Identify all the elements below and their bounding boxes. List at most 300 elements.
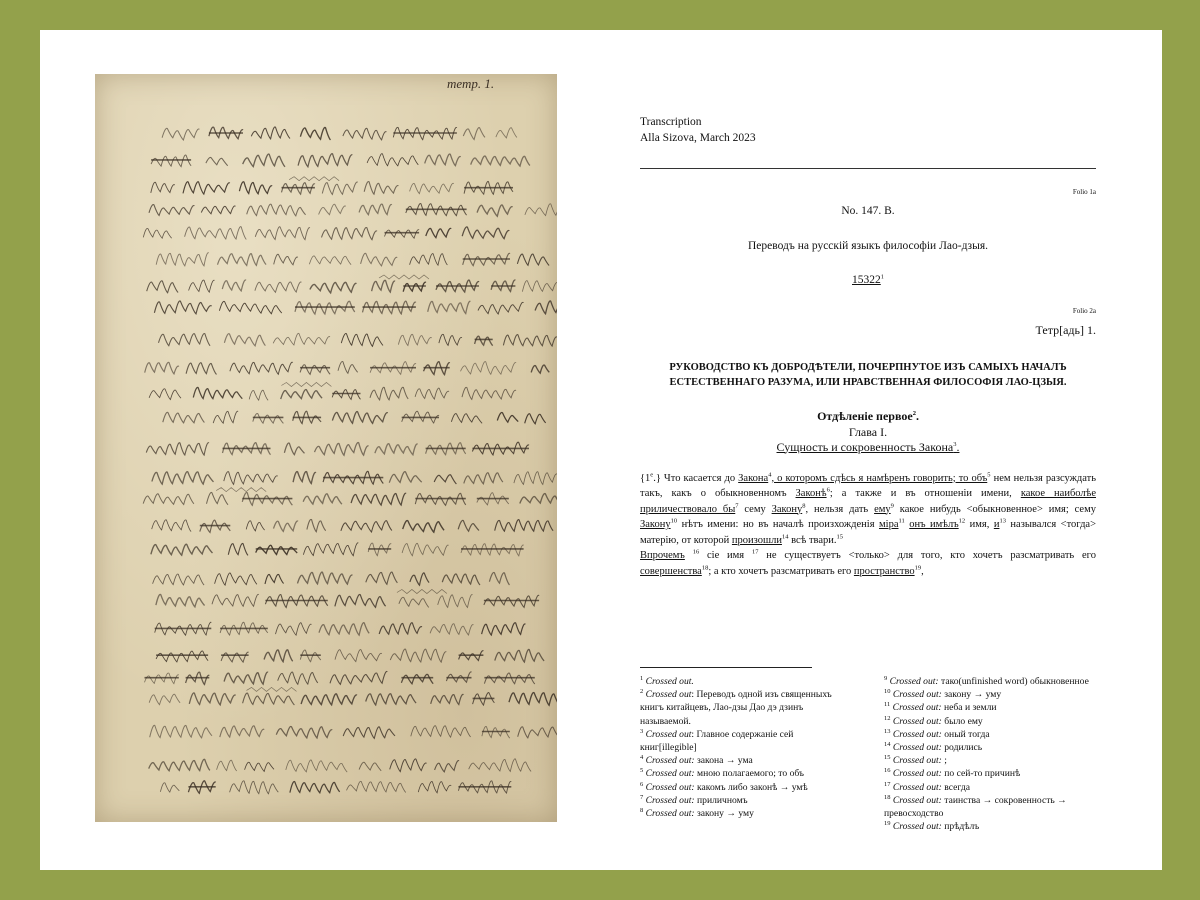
handwriting-word	[151, 182, 175, 193]
handwriting-word	[273, 333, 330, 345]
handwriting-word	[461, 362, 517, 375]
transcription-header-title: Transcription	[640, 116, 702, 128]
footnote-item	[884, 767, 1096, 780]
body-text-segment: пространство	[853, 565, 915, 577]
handwriting-word	[298, 154, 352, 167]
footnote-ref: 18	[701, 564, 709, 572]
notebook-label: Тетр[адь] 1.	[1035, 322, 1096, 337]
handwriting-word	[399, 597, 429, 607]
manuscript-image	[95, 74, 557, 822]
handwriting-word	[477, 205, 512, 216]
handwriting-word	[247, 204, 306, 216]
handwriting-line	[147, 275, 557, 293]
handwriting-word	[343, 727, 395, 739]
footnote-number: 18	[884, 793, 891, 801]
handwriting-word	[375, 444, 418, 455]
handwriting-word	[410, 573, 429, 585]
handwriting-line	[149, 687, 557, 705]
footnote-number: 6	[640, 780, 644, 788]
handwriting-word	[389, 472, 421, 483]
footnote-text: тако(unfinished word) обыкновенное	[938, 676, 1089, 687]
handwriting-word	[434, 475, 456, 484]
footnote-label: Crossed out:	[892, 689, 942, 701]
handwriting-word	[206, 157, 228, 165]
handwriting-line	[150, 725, 557, 738]
interlinear-correction	[281, 383, 331, 387]
footnote-ref: 19	[914, 564, 922, 572]
transcription-page	[640, 114, 1097, 833]
handwriting-word	[230, 781, 279, 794]
interlinear-correction	[397, 590, 447, 594]
footnote-text: закону → уму	[941, 689, 1002, 701]
catalog-number: 15322	[852, 273, 881, 286]
footnote-ref: 14	[781, 533, 789, 541]
handwriting-word	[230, 362, 293, 374]
handwriting-word	[265, 574, 284, 584]
footnote-item	[640, 688, 852, 728]
footnote-item	[640, 767, 852, 780]
body-text-segment: Закона	[738, 472, 769, 484]
footnote-ref: 17	[751, 548, 759, 556]
handwriting-word	[156, 594, 205, 606]
handwriting-word	[379, 623, 422, 634]
handwriting-word	[497, 412, 518, 422]
handwriting-word	[293, 472, 316, 484]
handwriting-line	[151, 177, 513, 195]
handwriting-line	[145, 361, 550, 374]
transcription-body	[640, 471, 1096, 580]
handwriting-word	[290, 782, 340, 793]
body-text-segment: ; а кто хочетъ разсматривать его	[708, 565, 854, 577]
catalog-number-footnote-ref: 1	[880, 273, 884, 281]
handwriting-word	[149, 759, 210, 770]
footnote-text: неба и земли	[941, 702, 997, 714]
footnote-number: 17	[884, 780, 891, 788]
handwriting-word	[243, 154, 285, 167]
footnote-ref: 10	[670, 517, 678, 525]
handwriting-word	[143, 494, 194, 505]
handwriting-word	[503, 335, 557, 346]
footnote-label: Crossed out:	[892, 702, 942, 714]
footnote-number: 3	[640, 727, 644, 735]
footnote-text: приличномъ	[694, 794, 748, 806]
footnote-item	[640, 728, 852, 754]
handwriting-line	[156, 590, 539, 608]
handwriting-word	[215, 573, 257, 585]
footnote-ref: 8	[802, 502, 806, 510]
footnote-text: было ему	[941, 715, 983, 727]
handwriting-word	[484, 595, 539, 607]
body-text-segment: , нельзя дать	[805, 503, 875, 515]
footnote-label: Crossed out	[645, 689, 692, 701]
footnote-label: Crossed out:	[892, 755, 942, 767]
footnote-text: закона → ума	[694, 755, 753, 767]
handwriting-word	[221, 652, 249, 662]
handwriting-word	[156, 253, 209, 266]
handwriting-word	[351, 493, 406, 505]
footnote-item	[884, 701, 1096, 714]
body-paragraph-1	[640, 471, 1096, 549]
handwriting-word	[256, 545, 298, 554]
handwriting-word	[335, 650, 382, 662]
body-text-segment: онъ имѣлъ	[909, 519, 959, 531]
footnote-number: 12	[884, 714, 891, 722]
document-number: No. 147. B.	[841, 204, 895, 217]
footnote-ref: 13	[999, 517, 1006, 525]
handwriting-word	[224, 334, 265, 346]
handwriting-word	[255, 282, 302, 292]
handwriting-word	[189, 280, 215, 292]
footnote-label: Crossed out:	[892, 728, 942, 740]
handwriting-line	[151, 543, 524, 556]
handwriting-word	[307, 519, 326, 531]
footnote-item	[884, 741, 1096, 754]
handwriting-word	[418, 781, 451, 792]
handwriting-word	[222, 280, 246, 291]
handwriting-word	[162, 128, 199, 140]
handwriting-line	[154, 301, 557, 314]
handwriting-word	[359, 762, 381, 771]
handwriting-word	[149, 389, 181, 400]
body-text-segment: мiра	[879, 519, 899, 531]
footnote-number: 9	[884, 674, 888, 682]
chapter-subject-text: Сущность и сокровенность Закона	[776, 439, 954, 454]
chapter-subject: Сущность и сокровенность Закона$^3$.	[776, 439, 960, 454]
body-text-segment: какое нибудь <обыкновенное> имя; сему	[893, 503, 1096, 515]
handwriting-word	[462, 387, 516, 399]
handwriting-word	[475, 336, 493, 345]
handwriting-word	[496, 128, 517, 138]
handwriting-word	[403, 521, 444, 533]
handwriting-word	[224, 672, 268, 684]
handwriting-word	[401, 674, 433, 683]
handwriting-word	[300, 365, 330, 375]
handwriting-word	[489, 572, 509, 584]
handwriting-line	[160, 781, 511, 794]
footnote-text: какомъ либо законѣ → умѣ	[694, 781, 808, 793]
body-text-segment: Законѣ	[795, 488, 827, 500]
body-text-segment: , о которомъ сдѣсь я намѣренъ говорить; то объ	[771, 472, 988, 484]
handwriting-line	[153, 572, 510, 585]
handwriting-word	[154, 301, 211, 314]
body-text-segment: Впрочемъ	[640, 550, 685, 562]
handwriting-word	[281, 390, 322, 400]
handwriting-word	[246, 521, 264, 531]
body-text-segment: {1	[640, 472, 651, 484]
handwriting-word	[464, 473, 503, 484]
footnote-text: оный тогда	[941, 728, 990, 740]
body-text-segment: сiе имя	[699, 550, 752, 562]
handwriting-line	[145, 671, 535, 684]
handwriting-word	[367, 154, 418, 166]
handwriting-word	[495, 649, 544, 662]
manuscript-handwriting	[95, 74, 557, 822]
handwriting-word	[145, 362, 179, 374]
handwriting-line	[149, 383, 516, 401]
handwriting-word	[276, 623, 312, 635]
footnote-number: 11	[884, 701, 891, 709]
footnote-item	[884, 820, 1096, 833]
handwriting-word	[402, 543, 448, 555]
handwriting-word	[531, 365, 549, 373]
body-text-segment: ему	[874, 503, 891, 515]
body-text-segment: нѣтъ имени: но въ началѣ произхожденiя	[677, 519, 880, 531]
footnote-label: Crossed out:	[645, 755, 695, 767]
footnote-label: Crossed out:	[892, 768, 942, 780]
footnote-label: Crossed out:	[645, 794, 695, 806]
footnote-text: прѣдѣлъ	[941, 821, 980, 833]
body-text-segment: .} Что касается до	[653, 472, 739, 484]
handwriting-word	[213, 411, 238, 423]
footnotes-right-column	[884, 675, 1096, 833]
section-heading: Отдѣленiе первое$^2$.	[817, 409, 919, 424]
transcription-header-author: Alla Sizova, March 2023	[640, 132, 756, 144]
handwriting-word	[300, 127, 330, 139]
footnote-ref: 7	[735, 502, 739, 510]
body-text-segment: Закону	[771, 503, 803, 515]
handwriting-word	[398, 334, 431, 345]
handwriting-word	[431, 694, 464, 704]
handwriting-line	[163, 411, 546, 424]
footnote-number: 5	[640, 767, 644, 775]
handwriting-word	[410, 183, 454, 193]
footnote-number: 15	[884, 754, 891, 762]
footnote-label: Crossed out:	[892, 821, 942, 833]
handwriting-word	[160, 783, 179, 792]
handwriting-word	[332, 390, 360, 400]
handwriting-word	[219, 301, 281, 314]
footnote-label: Crossed out.	[645, 676, 694, 687]
handwriting-word	[264, 650, 293, 662]
handwriting-word	[370, 387, 408, 400]
interlinear-correction	[247, 687, 297, 691]
handwriting-word	[253, 413, 284, 423]
handwriting-word	[390, 649, 446, 662]
footnote-item	[640, 781, 852, 794]
handwriting-word	[425, 154, 461, 166]
footnote-item	[640, 794, 852, 807]
handwriting-word	[298, 572, 353, 584]
footnote-text: закону → уму	[694, 808, 754, 820]
handwriting-word	[366, 572, 398, 584]
footnote-ref: 15	[836, 533, 844, 541]
handwriting-word	[330, 671, 387, 684]
footnote-item	[884, 754, 1096, 767]
body-text-segment: произошли	[731, 534, 782, 546]
handwriting-word	[207, 492, 229, 504]
interlinear-correction	[216, 488, 266, 492]
handwriting-word	[469, 759, 531, 772]
body-text-segment: нем нельзя разсуждать такъ, какъ о обыкновенномъ	[640, 472, 1096, 500]
handwriting-word	[442, 574, 480, 585]
handwriting-line	[152, 471, 557, 484]
body-text-segment: назывался <тогда> матерiю, от которой	[640, 519, 1097, 546]
handwriting-word	[149, 694, 180, 704]
handwriting-word	[509, 693, 557, 706]
handwriting-word	[341, 521, 392, 532]
footnote-number: 4	[640, 754, 644, 762]
handwriting-word	[201, 206, 235, 214]
footnote-number: 10	[884, 688, 891, 696]
footnote-item	[884, 781, 1096, 794]
handwriting-word	[147, 281, 178, 293]
handwriting-word	[522, 281, 557, 293]
handwriting-word	[451, 414, 482, 424]
handwriting-word	[274, 521, 299, 531]
handwriting-word	[319, 623, 369, 636]
body-paragraph-2	[640, 548, 1096, 579]
handwriting-word	[315, 443, 369, 456]
handwriting-word	[338, 361, 358, 373]
handwriting-word	[435, 761, 459, 772]
body-text-segment: Закону	[640, 519, 671, 531]
handwriting-line	[156, 253, 549, 266]
handwriting-word	[193, 387, 242, 398]
handwriting-word	[403, 282, 426, 292]
body-text-segment: сему	[738, 503, 772, 515]
footnote-number: 1	[640, 674, 644, 682]
handwriting-word	[303, 543, 358, 556]
handwriting-word	[212, 594, 259, 606]
footnotes	[640, 675, 1096, 833]
handwriting-word	[458, 520, 479, 531]
footnote-item	[884, 794, 1096, 820]
footnote-number: 19	[884, 820, 891, 828]
handwriting-word	[520, 492, 557, 504]
handwriting-word	[150, 725, 212, 738]
handwriting-word	[525, 204, 557, 216]
handwriting-word	[220, 726, 264, 737]
interlinear-correction	[379, 275, 429, 279]
body-text-segment	[685, 550, 693, 561]
handwriting-word	[514, 472, 557, 485]
handwriting-word	[303, 494, 342, 504]
handwriting-word	[426, 228, 451, 237]
handwriting-word	[347, 781, 406, 792]
handwriting-word	[495, 520, 553, 532]
footnote-ref: 4	[768, 471, 772, 479]
handwriting-word	[463, 128, 485, 140]
handwriting-word	[319, 204, 346, 214]
footnote-number: 8	[640, 806, 644, 814]
footnote-text: всегда	[941, 781, 970, 793]
handwriting-word	[366, 694, 416, 705]
handwriting-word	[183, 182, 230, 194]
body-text-segment: ,	[921, 565, 924, 577]
handwriting-line	[143, 488, 557, 506]
handwriting-word	[430, 624, 473, 635]
handwriting-word	[284, 443, 304, 455]
handwriting-word	[411, 726, 471, 737]
handwriting-word	[251, 127, 290, 139]
handwriting-word	[335, 595, 386, 608]
handwriting-word	[385, 230, 420, 239]
handwriting-line	[143, 227, 509, 240]
footnote-ref: 9	[890, 502, 894, 510]
manuscript-corner-note: тетр. 1.	[447, 76, 495, 91]
footnote-label: Crossed out:	[892, 781, 942, 793]
handwriting-word	[228, 543, 248, 555]
handwriting-word	[343, 128, 387, 140]
main-title-line-2: ЕСТЕСТВЕННАГО РАЗУМА, ИЛИ НРАВСТВЕННАЯ ФИЛОСОФIЯ ЛАО-ЦЗЫЯ.	[669, 377, 1067, 389]
handwriting-word	[471, 156, 530, 166]
handwriting-word	[364, 182, 398, 195]
footnotes-left-column	[640, 675, 852, 833]
handwriting-word	[518, 727, 557, 738]
handwriting-word	[151, 155, 191, 167]
handwriting-word	[517, 254, 549, 265]
handwriting-word	[372, 280, 395, 292]
handwriting-word	[255, 227, 310, 240]
handwriting-word	[309, 256, 351, 265]
footnote-text: родились	[941, 742, 983, 754]
handwriting-line	[162, 127, 517, 140]
handwriting-word	[286, 760, 347, 772]
handwriting-word	[478, 302, 524, 314]
handwriting-word	[146, 443, 209, 455]
handwriting-word	[274, 254, 298, 264]
folio-marker-2: Folio 2a	[1072, 307, 1096, 316]
footnote-label: Crossed out:	[645, 768, 695, 780]
handwriting-word	[278, 672, 318, 684]
handwriting-word	[217, 760, 237, 771]
footnote-number: 16	[884, 767, 891, 775]
handwriting-word	[163, 412, 205, 423]
main-title-line-1: РУКОВОДСТВО КЪ ДОБРОДѢТЕЛИ, ПОЧЕРПНУТОЕ ИЗЪ САМЫХЪ НАЧАЛЪ	[669, 362, 1067, 374]
handwriting-word	[249, 390, 268, 400]
footnote-number: 14	[884, 740, 891, 748]
chapter-heading: Глава I.	[848, 424, 888, 439]
handwriting-line	[149, 204, 557, 217]
handwriting-word	[243, 693, 295, 705]
handwriting-word	[224, 472, 278, 485]
handwriting-word	[151, 544, 213, 555]
handwriting-word	[341, 333, 383, 346]
handwriting-line	[152, 519, 553, 532]
footnote-number: 7	[640, 793, 644, 801]
footnote-text: : Главное содержанiе сей книг[illegible]	[640, 728, 794, 754]
handwriting-word	[276, 726, 332, 738]
footnote-ref: 5	[987, 471, 991, 479]
handwriting-word	[322, 182, 357, 194]
slide-sheet	[40, 30, 1162, 870]
handwriting-word	[428, 301, 471, 313]
handwriting-word	[310, 282, 357, 293]
footnote-ref: 11	[898, 517, 905, 525]
footnote-item	[884, 675, 1096, 688]
handwriting-word	[390, 759, 427, 772]
handwriting-line	[146, 442, 529, 455]
footnote-ref: 6	[826, 486, 830, 494]
footnote-item	[640, 675, 852, 688]
handwriting-word	[149, 205, 194, 216]
body-text-segment: не существуетъ <только> для того, кто хочетъ разсматривать его	[758, 550, 1096, 562]
footnote-item	[640, 754, 852, 767]
handwriting-word	[361, 253, 398, 266]
handwriting-word	[462, 227, 509, 239]
interlinear-correction	[289, 177, 339, 181]
footnote-text: по сей-то причинѣ	[941, 768, 1021, 780]
footnote-label: Crossed out:	[645, 808, 695, 820]
footnote-item	[640, 807, 852, 820]
footnote-text: ;	[941, 755, 947, 767]
handwriting-word	[439, 334, 462, 345]
handwriting-word	[185, 227, 247, 240]
footnote-text: мною полагаемого; то объ	[694, 768, 804, 780]
translation-title: Переводъ на русскiй языкъ философiи Лао-дзыя.	[748, 240, 988, 253]
body-text-segment: имя,	[965, 519, 994, 531]
footnote-label: Crossed out:	[892, 794, 942, 806]
